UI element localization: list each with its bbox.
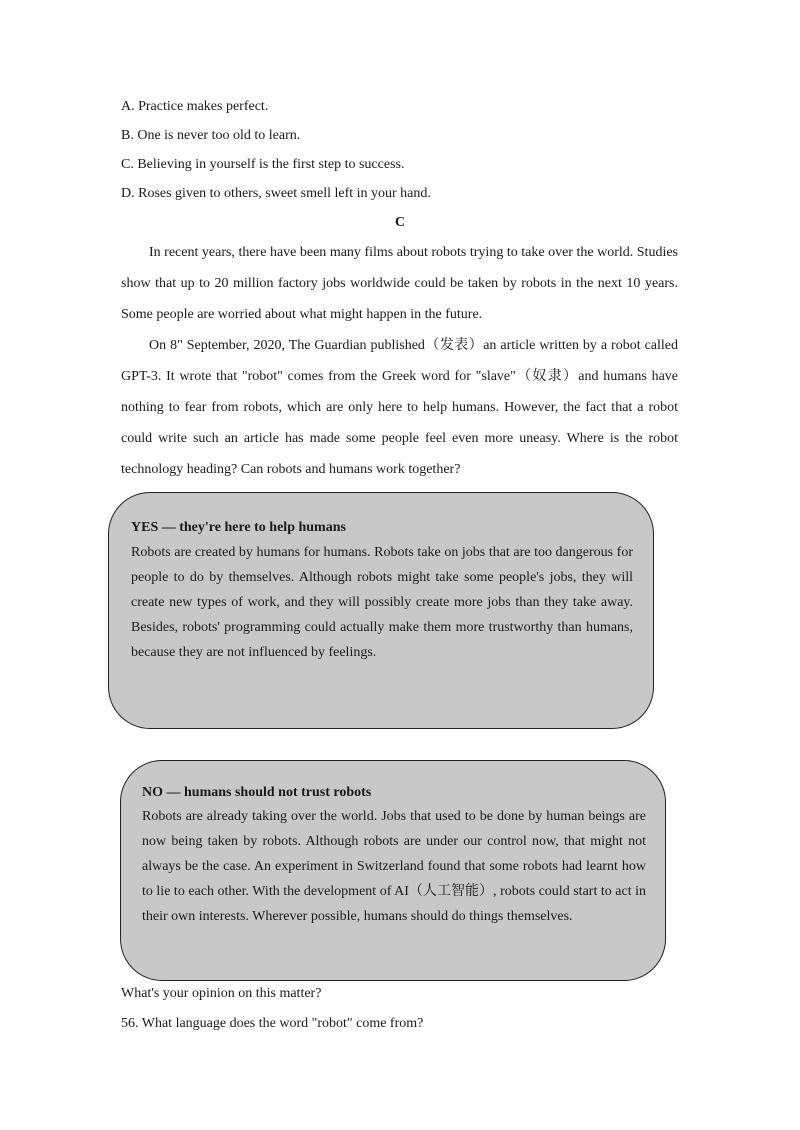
option-b: B. One is never too old to learn. — [121, 128, 301, 143]
no-box-title: NO — humans should not trust robots — [142, 785, 372, 800]
yes-box-title: YES — they're here to help humans — [131, 520, 346, 535]
paragraph-guardian: On 8" September, 2020, The Guardian published（发表）an article written by a robot called GPT-3. It wrote that "robot" comes from the Greek word for "slave"（奴隶）and humans have nothing to fear from robots, which are only here to help humans. However, the fact that a robot could write such an article has made some people feel even more uneasy. Where is the robot technology heading? Can robots and humans work together? — [121, 338, 678, 477]
option-a: A. Practice makes perfect. — [121, 99, 269, 114]
closing-question: What's your opinion on this matter? — [121, 986, 322, 1001]
section-heading: C — [394, 215, 406, 230]
no-box-body: Robots are already taking over the world. Jobs that used to be done by human beings are now being taken by robots. Although robots are under our control now, that might not always be the case. An experiment in Switzerland found that some robots had learnt how to lie to each other. With the development of AI（人工智能）, robots could start to act in their own interests. Wherever possible, humans should do things themselves. — [142, 809, 646, 924]
no-argument-box — [120, 760, 666, 981]
yes-box-body: Robots are created by humans for humans. Robots take on jobs that are too dangerous for people to do by themselves. Although robots might take some people's jobs, they will create new types of work, and they will possibly create more jobs than they take away. Besides, robots' programming could actually make them more trustworthy than humans, because they are not influenced by feelings. — [131, 545, 633, 660]
paragraph-intro: In recent years, there have been many films about robots trying to take over the world. Studies show that up to 20 million factory jobs worldwide could be taken by robots in the next 10 years. Some people are worried about what might happen in the future. — [121, 245, 678, 322]
yes-argument-box — [108, 492, 654, 729]
option-d: D. Roses given to others, sweet smell left in your hand. — [121, 186, 431, 201]
option-c: C. Believing in yourself is the first step to success. — [121, 157, 405, 172]
question-56: 56. What language does the word "robot" come from? — [121, 1016, 424, 1031]
